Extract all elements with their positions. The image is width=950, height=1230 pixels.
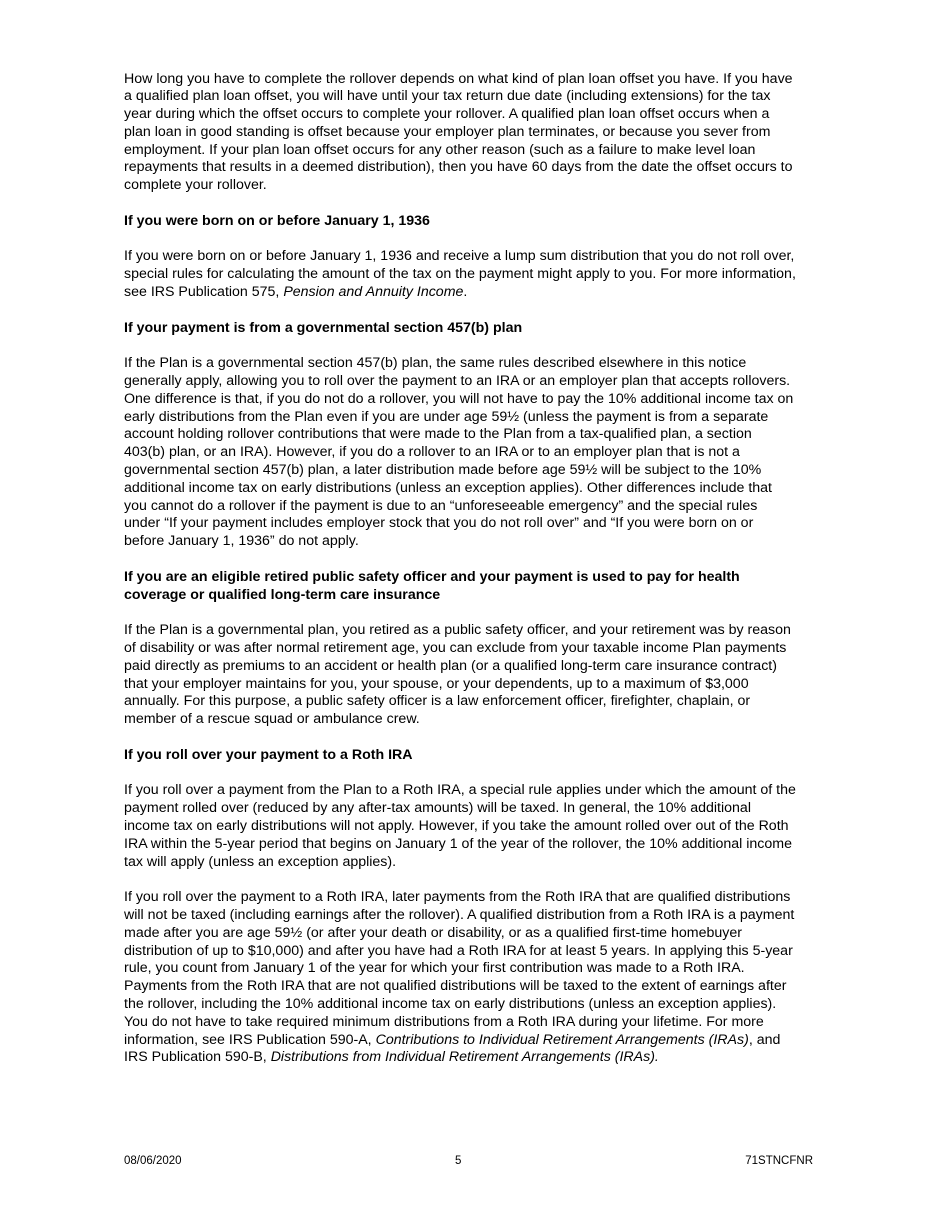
paragraph-born-1936 [124,248,796,301]
heading-roth-ira: If you roll over your payment to a Roth IRA [124,746,413,763]
footer-doc-code: 71STNCFNR [745,1155,813,1167]
paragraph-born-1936-end: . [463,284,468,301]
paragraph-roth-ira-1: If you roll over a payment from the Plan to a Roth IRA, a special rule applies under which the amount of the payment rolled over (reduced by any after-tax amounts) will be taxed. In general, the 10% additional income tax on early distributions will not apply. However, if you take the amount rolled over out of the Roth IRA within the 5-year period that begins on January 1 of the year of the rollover, the 10% additional income tax will apply (unless an exception applies). [124,782,796,870]
document-body [124,71,796,1068]
paragraph-loan-offset: How long you have to complete the rollover depends on what kind of plan loan offset you have. If you have a qualified plan loan offset, you will have until your tax return due date (including extensions) for the tax year during which the offset occurs to complete your rollover. A qualified plan loan offset occurs when a plan loan in good standing is offset because your employer plan terminates, or because you sever from employment. If your plan loan offset occurs for any other reason (such as a failure to make level loan repayments that results in a deemed distribution), then you have 60 days from the date the offset occurs to complete your rollover. [124,70,793,194]
publication-590a-title: Contributions to Individual Retirement Arrangements (IRAs) [375,1031,749,1048]
publication-590b-title: Distributions from Individual Retirement Arrangements (IRAs). [270,1049,659,1066]
publication-575-title: Pension and Annuity Income [283,284,464,301]
footer-page-number: 5 [455,1155,462,1167]
paragraph-born-1936-text: If you were born on or before January 1, 1936 and receive a lump sum distribution that you do not roll over, special rules for calculating the amount of the tax on the payment might apply to you. For more information, see IRS Publication 575, [124,248,796,301]
footer-date: 08/06/2020 [124,1155,182,1167]
heading-public-safety-officer: If you are an eligible retired public safety officer and your payment is used to pay for health coverage or qualified long-term care insurance [124,568,740,603]
paragraph-roth-ira-2-text: If you roll over the payment to a Roth IRA, later payments from the Roth IRA that are qualified distributions will not be taxed (including earnings after the rollover). A qualified distribution from a Roth IRA is a payment made after you are age 59½ (or after your death or disability, or as a qualified first-time homebuyer distribution of up to $10,000) and after you have had a Roth IRA for at least 5 years. In applying this 5-year rule, you count from January 1 of the year for which your first contribution was made to a Roth IRA. Payments from the Roth IRA that are not qualified distributions will be taxed to the extent of earnings after the rollover, including the 10% additional income tax on early distributions (unless an exception applies). You do not have to take required minimum distributions from a Roth IRA during your lifetime. For more information, see IRS Publication 590-A, [124,889,795,1048]
heading-457b-plan: If your payment is from a governmental section 457(b) plan [124,319,523,336]
paragraph-roth-ira-2-mid: , and IRS Publication 590-B, [124,1031,781,1066]
paragraph-457b-plan: If the Plan is a governmental section 457(b) plan, the same rules described elsewhere in this notice generally apply, allowing you to roll over the payment to an IRA or an employer plan that accepts rollovers. One difference is that, if you do not do a rollover, you will not have to pay the 10% additional income tax on early distributions from the Plan even if you are under age 59½ (unless the payment is from a separate account holding rollover contributions that were made to the Plan from a tax-qualified plan, a section 403(b) plan, or an IRA). However, if you do a rollover to an IRA or to an employer plan that is not a governmental section 457(b) plan, a later distribution made before age 59½ will be subject to the 10% additional income tax on early distributions (unless an exception applies). Other differences include that you cannot do a rollover if the payment is due to an “unforeseeable emergency” and the special rules under “If your payment includes employer stock that you do not roll over” and “If you were born on or before January 1, 1936” do not apply. [124,355,794,550]
heading-born-1936: If you were born on or before January 1, 1936 [124,212,430,229]
paragraph-roth-ira-2 [124,889,796,1067]
paragraph-public-safety-officer: If the Plan is a governmental plan, you retired as a public safety officer, and your retirement was by reason of disability or was after normal retirement age, you can exclude from your taxable income Plan payments paid directly as premiums to an accident or health plan (or a qualified long-term care insurance contract) that your employer maintains for you, your spouse, or your dependents, up to a maximum of $3,000 annually. For this purpose, a public safety officer is a law enforcement officer, firefighter, chaplain, or member of a rescue squad or ambulance crew. [124,622,791,728]
